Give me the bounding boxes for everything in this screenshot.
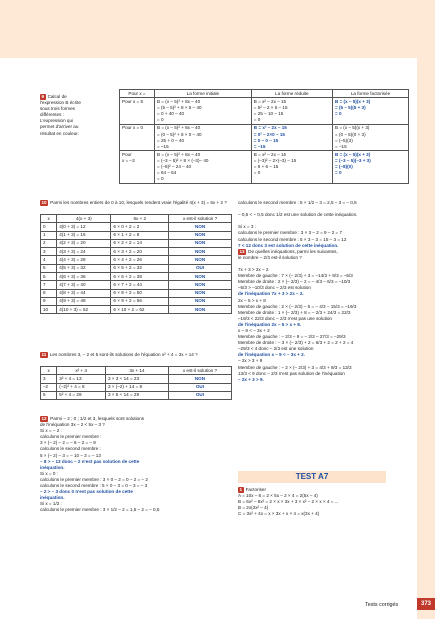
ex11-header: 3x + 14 xyxy=(105,367,168,375)
right-line: calculons le second membre : 5 × 1/2 – 3 = 2,5 – 3 = – 0,5 xyxy=(238,200,357,205)
table-row xyxy=(120,98,409,125)
ex12-line: 5 × (– 2) – 3 = – 10 – 3 = – 13 xyxy=(40,452,101,458)
ex10-cell: 10 xyxy=(41,306,57,314)
ex10-cell: 5 xyxy=(41,264,57,272)
table-row xyxy=(120,124,409,151)
ex9-intro-5: permet d'arriver au xyxy=(40,124,79,130)
ex12-line: inéquation. xyxy=(40,495,65,501)
ex13-line: –19/3 < 22/3 donc – 2/3 n'est pas une solution xyxy=(238,315,332,321)
ex12-line: Parmi – 2 ; 0 ; 1/2 et 3, lesquels sont solutions xyxy=(50,416,145,421)
header-band xyxy=(0,0,435,58)
ex10-cell: 4(9 + 3) = 48 xyxy=(57,297,111,305)
ex11-number: 11 xyxy=(41,352,47,357)
right-line: calculons le premier membre : 3 × 3 – 2 = 9 – 2 = 7 xyxy=(238,230,343,236)
ex13-line: 13/3 < 9 donc – 2/3 n'est pas solution de l'inéquation xyxy=(238,370,345,376)
right-line: calculons le second membre : 5 × 3 – 3 = 15 – 3 = 12 xyxy=(238,236,347,242)
ex11-cell: 3 × 5 + 14 = 29 xyxy=(105,391,168,399)
ex11-header: x est-il solution ? xyxy=(168,367,231,375)
ex10-cell: 4(0 + 3) = 12 xyxy=(57,223,111,231)
ex13-number: 13 xyxy=(239,248,245,254)
footer-label: Tests corrigés xyxy=(365,602,399,608)
table-row xyxy=(41,223,232,231)
ex10-cell: 4(8 + 3) = 44 xyxy=(57,289,111,297)
ex11-intro xyxy=(40,352,230,358)
ex12-number: 12 xyxy=(41,416,47,421)
table-row xyxy=(41,297,232,305)
test-ex1-line: Factoriser xyxy=(245,487,266,492)
ex10-header: 4(x + 3) xyxy=(57,215,111,223)
ex10-cell: 6 × 10 + 2 = 62 xyxy=(111,306,169,314)
table-row xyxy=(41,248,232,256)
ex9-cell: B = x² – 2x – 15 = 0² – 2×0 – 15 = 0 – 0 – 15 = –15 xyxy=(251,124,332,151)
test-ex1-number: 1 xyxy=(239,487,243,492)
ex10-cell: 4(7 + 3) = 40 xyxy=(57,281,111,289)
ex10-cell: 2 xyxy=(41,239,57,247)
ex10-cell: NON xyxy=(169,297,232,305)
ex9-cell: B = (x – 5)² + 8x – 40 = (0 – 5)² + 8 × 0 – 40 = 25 + 0 – 40 = –15 xyxy=(155,124,252,151)
ex11-cell: OUI xyxy=(168,391,231,399)
ex9-number: 9 xyxy=(41,94,45,99)
table-row xyxy=(41,383,232,391)
ex10-number: 10 xyxy=(41,200,47,205)
ex11-cell: (–2)² + 4 = 8 xyxy=(57,383,106,391)
ex12-line: calculons le premier membre : xyxy=(40,434,102,440)
ex13-line: De quelles inéquations, parmi les suivantes, xyxy=(248,248,338,254)
ex10-cell: 6 × 5 + 2 = 32 xyxy=(111,264,169,272)
ex10-header: x est-il solution ? xyxy=(169,215,232,223)
ex10-cell: 6 × 2 + 2 = 14 xyxy=(111,239,169,247)
ex13-line: –5/3 > –10/3 donc – 2/3 est solution xyxy=(238,285,311,291)
ex10-cell: 4(10 + 3) = 52 xyxy=(57,306,111,314)
ex10-cell: NON xyxy=(169,248,232,256)
ex13-line: de l'inéquation 7x + 3 > 2x – 2. xyxy=(238,291,304,297)
ex10-cell: NON xyxy=(169,281,232,289)
ex9-cell: B = x² – 2x – 15 = 5² – 2 × 5 – 15 = 25 – 10 – 15 = 0 xyxy=(251,98,332,125)
test-ex1-line: B = 2x(3x² – 4) xyxy=(238,505,269,511)
test-ex1-line: A = 10x – 8 = 2 × 5x – 2 × 4 = 2(5x – 4) xyxy=(238,493,318,499)
ex13-line: –29/3 < 4 donc – 2/3 est une solution xyxy=(238,346,314,352)
ex13-line: Membre de gauche : 7 × (– 2/3) + 3 = –14/3 + 9/3 = –5/3 xyxy=(238,273,353,279)
ex12-line: calculons le second membre : xyxy=(40,446,101,452)
page-number: 373 xyxy=(417,598,435,610)
table-row xyxy=(41,391,232,399)
ex12-line: Si x = 1/2 : xyxy=(40,501,62,507)
ex9-cell: B = x² – 2x – 15 = (–3)² – 2×(–3) – 15 = 9 + 6 – 15 = 0 xyxy=(251,151,332,184)
ex10-cell: 7 xyxy=(41,281,57,289)
ex9-cell: Pour x = 5 xyxy=(120,98,155,125)
table-row xyxy=(120,151,409,184)
ex11-cell: 5 xyxy=(41,391,57,399)
ex11-cell: NON xyxy=(168,375,231,383)
side-band xyxy=(417,58,435,619)
test-a7-ex1 xyxy=(238,487,416,517)
ex11-cell: 5² + 4 = 29 xyxy=(57,391,106,399)
ex10-cell: 4(5 + 3) = 32 xyxy=(57,264,111,272)
right-line: Si x = 3 : xyxy=(238,224,257,230)
ex10-cell: NON xyxy=(169,239,232,247)
ex10-cell: 6 × 9 + 2 = 56 xyxy=(111,297,169,305)
ex9-cell: B = (x – 5)² + 8x – 40 = (–3 – 5)² + 8 × (–3)– 40 = (–8)² – 24 – 40 = 64 – 64 = 0 xyxy=(155,151,252,184)
ex10-cell: 6 × 4 + 2 = 26 xyxy=(111,256,169,264)
ex10-cell: 1 xyxy=(41,231,57,239)
ex10-cell: 4 xyxy=(41,256,57,264)
ex9-cell: B = (x – 5)(x + 3) = (0 – 5)(0 + 3) = (–5)(3) = –15 xyxy=(333,124,409,151)
ex13-line: le nombre – 2/3 est-il solution ? xyxy=(238,254,302,260)
ex9-header: La forme réduite xyxy=(251,90,332,98)
test-ex1-line: B = 6x² – 8x² = 2 × x × 3x + 3 × x² – 2 × x × 4 = ... xyxy=(238,499,339,505)
test-a7-title: TEST A7 xyxy=(238,471,386,483)
ex10-cell: 6 xyxy=(41,272,57,280)
ex11-cell: 3² + 4 = 13 xyxy=(57,375,106,383)
ex10-cell: 6 × 7 + 2 = 44 xyxy=(111,281,169,289)
ex13-line: Membre de droite : 1 × (– 2/3) + 8 = – 2/3 + 24/3 = 22/3 xyxy=(238,309,351,315)
ex9-table xyxy=(119,89,409,184)
ex9-intro-1: l'expression B écrite xyxy=(40,100,81,106)
ex13-line: 2x – 5 > x + 8 xyxy=(238,297,266,303)
ex11-cell: –2 xyxy=(41,383,57,391)
ex10-cell: NON xyxy=(169,223,232,231)
ex11-cell: 3 xyxy=(41,375,57,383)
ex10-cell: NON xyxy=(169,272,232,280)
ex12-line: calculons le second membre : 5 × 0 – 3 = 0 – 3 = – 3 xyxy=(40,483,148,489)
ex10-cell: 4(4 + 3) = 28 xyxy=(57,256,111,264)
ex12-line: – 2 > – 3 donc 0 n'est pas solution de cette xyxy=(40,489,133,495)
ex13-line: de l'inéquation x – 9 < – 3x + 2. xyxy=(238,352,305,358)
ex12-line: calculons le premier membre : 3 × 1/2 – 2 = 1,5 – 2 = – 0,5 xyxy=(40,507,160,513)
ex9-cell: B = (x – 5)(x + 3) = (5 – 5)(5 + 3) = 0 xyxy=(333,98,409,125)
ex10-cell: 4(2 + 3) = 20 xyxy=(57,239,111,247)
ex9-cell: B = (x – 5)(x + 3) = (–3 – 5)(–3 + 3) = (–8)(0) = 0 xyxy=(333,151,409,184)
ex10-cell: 0 xyxy=(41,223,57,231)
ex11-cell: 3 × (–2) + 14 = 8 xyxy=(105,383,168,391)
ex10-cell: 4(3 + 3) = 24 xyxy=(57,248,111,256)
ex11-cell: OUI xyxy=(168,383,231,391)
ex13-line: x – 9 < – 3x + 2 xyxy=(238,327,270,333)
ex12-line: Si x = – 2 : xyxy=(40,428,62,434)
ex13-line: Membre de gauche : – 2/3 – 9 = – 2/3 – 27/3 = –29/3 xyxy=(238,334,346,340)
table-row xyxy=(41,306,232,314)
ex13-line: 7x + 3 > 2x – 2 xyxy=(238,267,269,273)
table-row xyxy=(41,289,232,297)
table-row xyxy=(41,272,232,280)
ex9-intro-4: L'expression qui xyxy=(40,118,74,124)
ex10-cell: NON xyxy=(169,231,232,239)
ex9-header: Pour x = xyxy=(120,90,155,98)
ex13-line: Membre de droite : – 3 × (– 2/3) + 2 = 6/3 + 2 = 2 + 2 = 4 xyxy=(238,340,354,346)
ex13-line: Membre de gauche : – 2 × (– 2/3) + 3 = 4/3 + 9/3 = 13/3 xyxy=(238,364,352,370)
ex9-cell: B = (x – 5)² + 8x – 40 = (5 – 5)² + 8 × 5 – 40 = 0 + 40 – 40 = 0 xyxy=(155,98,252,125)
ex9-intro-6: résultat en couleur. xyxy=(40,130,79,136)
ex9-intro xyxy=(40,94,120,137)
ex10-cell: 6 × 8 + 2 = 50 xyxy=(111,289,169,297)
table-row xyxy=(41,239,232,247)
ex10-header: 6x + 2 xyxy=(111,215,169,223)
table-row xyxy=(41,231,232,239)
ex10-intro xyxy=(40,200,230,206)
ex12-block xyxy=(40,416,232,514)
ex12-line: calculons le premier membre : 3 × 0 – 2 = 0 – 2 = – 2 xyxy=(40,476,148,482)
test-ex1-line: C = 3x² + 4x = x × 3x + x × 4 = x(3x + 4) xyxy=(238,511,320,517)
ex10-cell: 6 × 0 + 2 = 2 xyxy=(111,223,169,231)
ex11-cell: 3 × 3 + 14 = 23 xyxy=(105,375,168,383)
ex10-cell: NON xyxy=(169,306,232,314)
right-line: – 0,5 < – 0,5 donc 1/2 est une solution de cette inéquation. xyxy=(238,212,358,218)
ex9-header: La forme factorisée xyxy=(333,90,409,98)
ex11-header: x xyxy=(41,367,57,375)
ex12-line: inéquation. xyxy=(40,464,65,470)
ex10-cell: 4(6 + 3) = 36 xyxy=(57,272,111,280)
ex10-header: x xyxy=(41,215,57,223)
ex10-cell: 6 × 6 + 2 = 38 xyxy=(111,272,169,280)
ex13-line: Membre de gauche : 2 × (– 2/3) – 5 = – 4/3 – 15/3 = –19/3 xyxy=(238,303,357,309)
right-column xyxy=(238,200,416,383)
table-row xyxy=(41,281,232,289)
ex10-cell: 4(1 + 3) = 16 xyxy=(57,231,111,239)
ex10-cell: OUI xyxy=(169,264,232,272)
ex10-cell: 8 xyxy=(41,289,57,297)
ex12-line: 3 × (– 2) – 2 = – 6 – 2 = – 8 xyxy=(40,440,96,446)
ex11-table xyxy=(40,366,232,400)
ex12-line: Si x = 0 : xyxy=(40,470,59,476)
ex10-cell: 6 × 3 + 2 = 20 xyxy=(111,248,169,256)
table-row xyxy=(41,264,232,272)
ex10-table xyxy=(40,214,232,314)
ex9-cell: Pour x = 0 xyxy=(120,124,155,151)
ex10-cell: NON xyxy=(169,256,232,264)
ex13-line: – 2x + 3 > 9. xyxy=(238,376,264,382)
ex13-line: Membre de droite : 2 × (– 2/3) – 2 = – 4/3 – 6/3 = –10/3 xyxy=(238,279,351,285)
ex9-intro-3: différentes : xyxy=(40,112,64,118)
ex10-intro-text: Parmi les nombres entiers de 0 à 10, lesquels rendent vraie l'égalité 4(x + 3) = 6x + 2 ? xyxy=(50,200,227,205)
ex11-intro-text: Les nombres 3, – 2 et 5 sont-ils solutions de l'équation x² + 4 = 3x + 14 ? xyxy=(49,352,198,357)
ex9-header: La forme initiale xyxy=(155,90,252,98)
table-row xyxy=(41,375,232,383)
right-line: 7 < 12 donc 3 est solution de cette inéquation. xyxy=(238,242,339,248)
ex9-intro-0: Calcul de xyxy=(47,94,67,99)
ex10-cell: 3 xyxy=(41,248,57,256)
ex9-cell: Pour x = –3 xyxy=(120,151,155,184)
ex9-intro-2: sous trois formes xyxy=(40,106,75,112)
ex13-line: de l'inéquation 2x – 5 > x + 8. xyxy=(238,321,302,327)
ex12-line: de l'inéquation 3x – 2 < 5x – 3 ? xyxy=(40,422,105,428)
ex10-cell: 6 × 1 + 2 = 8 xyxy=(111,231,169,239)
ex10-cell: 9 xyxy=(41,297,57,305)
ex13-line: – 2x > 3 + 9 xyxy=(238,358,263,364)
ex12-line: – 8 > – 13 donc – 2 n'est pas solution de cette xyxy=(40,458,140,464)
ex10-cell: NON xyxy=(169,289,232,297)
ex11-header: x² + 4 xyxy=(57,367,106,375)
table-row xyxy=(41,256,232,264)
